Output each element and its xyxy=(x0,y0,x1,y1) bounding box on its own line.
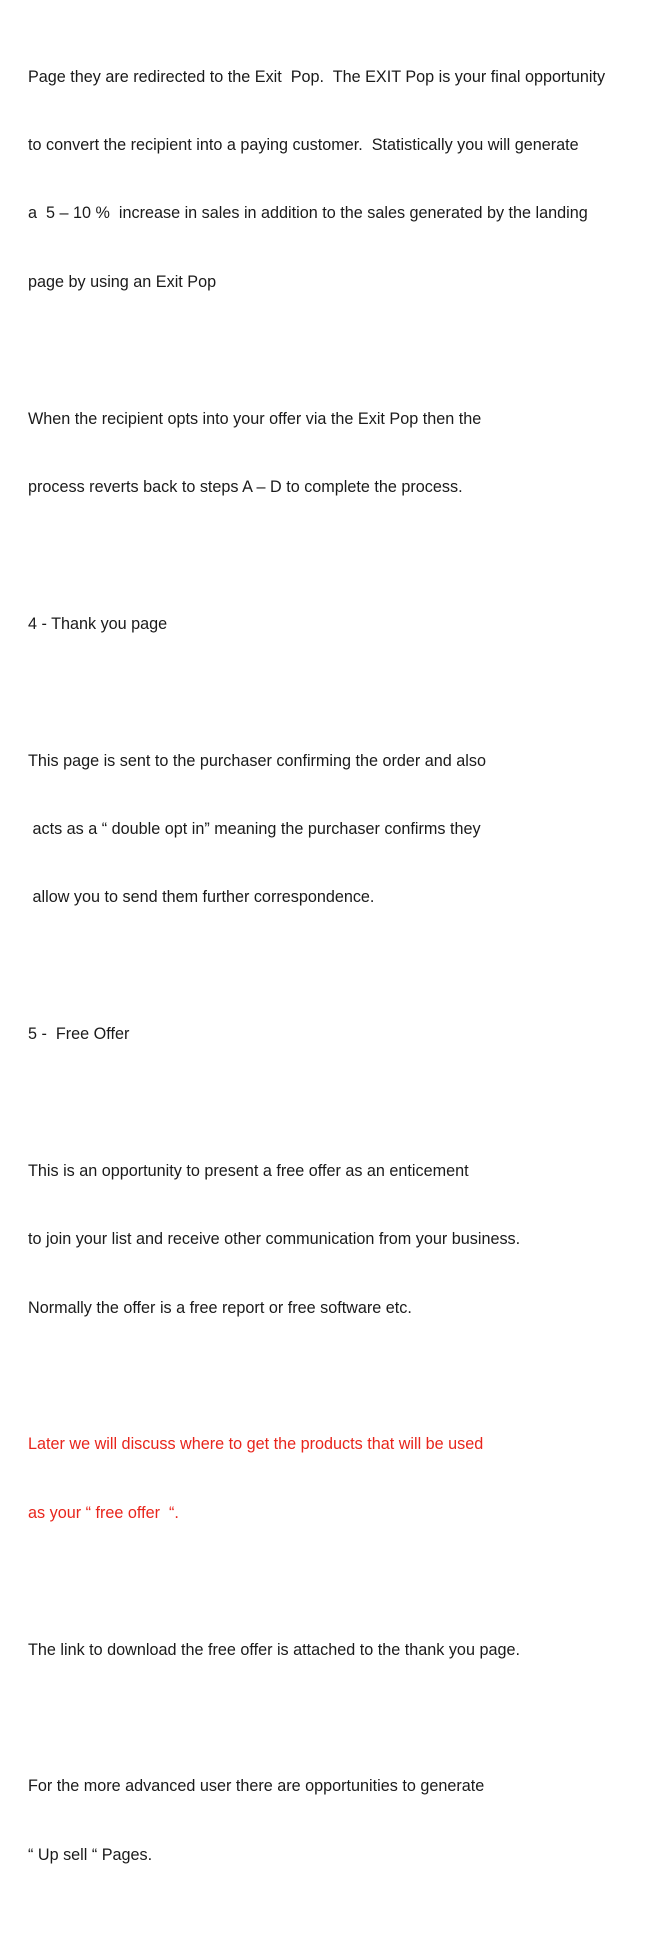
text-line: as your “ free offer “. xyxy=(28,1503,179,1522)
text-line: “ Up sell “ Pages. xyxy=(28,1845,153,1864)
text-line: The link to download the free offer is attached to the thank you page. xyxy=(28,1640,520,1659)
text-line: Page they are redirected to the Exit Pop. The EXIT Pop is your final opportunity xyxy=(28,67,606,86)
text-line: process reverts back to steps A – D to complete the process. xyxy=(28,477,463,496)
section-heading-thank-you xyxy=(28,567,658,681)
text-line: a 5 – 10 % increase in sales in addition to the sales generated by the landing xyxy=(28,204,588,223)
paragraph-free-offer-note-highlighted xyxy=(28,1388,658,1570)
paragraph-exit-pop-opt-in xyxy=(28,362,658,544)
paragraph-exit-pop-intro xyxy=(28,20,658,339)
text-line: When the recipient opts into your offer via the Exit Pop then the xyxy=(28,409,482,428)
text-line: This page is sent to the purchaser confirming the order and also xyxy=(28,751,487,770)
text-line: to convert the recipient into a paying customer. Statistically you will generate xyxy=(28,135,579,154)
text-line: acts as a “ double opt in” meaning the purchaser confirms they xyxy=(28,819,481,838)
text-line: to join your list and receive other communication from your business. xyxy=(28,1230,521,1249)
text-line: page by using an Exit Pop xyxy=(28,272,217,291)
paragraph-free-offer-description xyxy=(28,1114,658,1365)
heading-text: 5 - Free Offer xyxy=(28,1025,130,1044)
text-line: Normally the offer is a free report or free software etc. xyxy=(28,1298,412,1317)
text-line: allow you to send them further correspondence. xyxy=(28,888,375,907)
text-line: For the more advanced user there are opportunities to generate xyxy=(28,1777,485,1796)
heading-text: 4 - Thank you page xyxy=(28,614,168,633)
paragraph-thank-you-description xyxy=(28,704,658,955)
paragraph-upsell-note xyxy=(28,1730,658,1912)
text-line: This is an opportunity to present a free offer as an enticement xyxy=(28,1161,469,1180)
paragraph-download-link-note xyxy=(28,1593,658,1707)
document-page xyxy=(28,20,658,1935)
section-heading-free-offer xyxy=(28,977,658,1091)
text-line: Later we will discuss where to get the products that will be used xyxy=(28,1435,484,1454)
